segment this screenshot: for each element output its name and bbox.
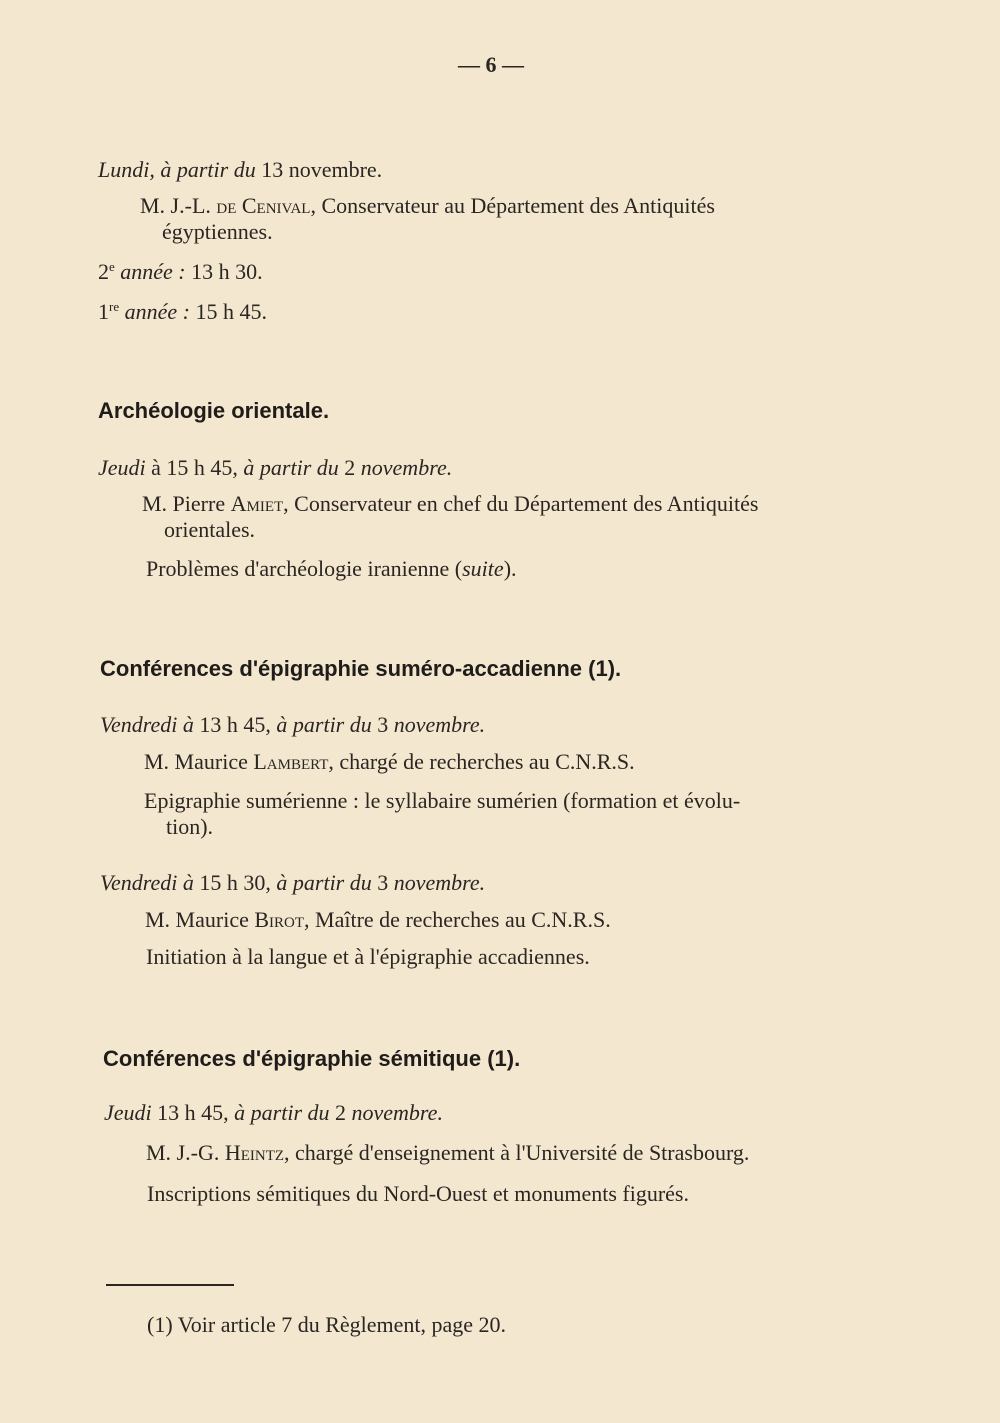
schedule-line: [98, 157, 382, 183]
page-number: — 6 —: [458, 52, 524, 77]
lecturer-title: M. Maurice: [144, 749, 248, 774]
lecturer-title: M. J.-G.: [146, 1140, 220, 1165]
topic-end: ).: [503, 556, 517, 581]
year-label: année :: [120, 259, 186, 284]
lecturer-line: [146, 1140, 749, 1166]
lecturer-line: [144, 749, 635, 775]
schedule-day: Jeudi: [98, 455, 146, 480]
schedule-month: novembre.: [351, 1100, 443, 1125]
lecturer-line: [142, 491, 758, 517]
schedule-month: novembre.: [393, 870, 486, 895]
schedule-date: 2: [344, 455, 356, 480]
lecturer-position: , Conservateur en chef du Département des Antiquités: [283, 491, 759, 516]
lecturer-line-cont: égyptiennes.: [162, 219, 273, 244]
schedule-tail: à partir du: [243, 455, 339, 480]
schedule-day: Jeudi: [104, 1100, 152, 1125]
footnote-separator: [106, 1284, 234, 1286]
lecturer-line: [145, 907, 611, 933]
lecturer-position: , chargé de recherches au C.N.R.S.: [328, 749, 635, 774]
schedule-tail: à partir du: [276, 870, 372, 895]
lecturer-name: Birot: [254, 907, 305, 932]
lecturer-title: M. J.-L.: [140, 193, 211, 218]
lecturer-name: Amiet: [230, 491, 284, 516]
lecturer-line-cont: orientales.: [164, 517, 256, 542]
footnote: (1) Voir article 7 du Règlement, page 20.: [147, 1312, 507, 1337]
schedule-time: 13 h 45,: [199, 712, 271, 737]
course-topic: Inscriptions sémitiques du Nord-Ouest et monuments figurés.: [147, 1181, 689, 1206]
schedule-date: 3: [377, 870, 389, 895]
year-num: 2: [98, 259, 109, 284]
section-heading: Conférences d'épigraphie suméro-accadienne (1).: [100, 656, 622, 681]
lecturer-position: , chargé d'enseignement à l'Université de Strasbourg.: [284, 1140, 750, 1165]
schedule-line: [104, 1100, 443, 1126]
schedule-tail: à partir du: [276, 712, 372, 737]
schedule-time: 13 h 45,: [157, 1100, 229, 1125]
lecturer-position: , Conservateur au Département des Antiquités: [310, 193, 715, 218]
year-2-line: [98, 259, 263, 285]
course-topic: Initiation à la langue et à l'épigraphie accadiennes.: [146, 944, 590, 969]
year-sup: re: [109, 299, 120, 314]
lecturer-title: M. Pierre: [142, 491, 226, 516]
schedule-date: 3: [377, 712, 389, 737]
schedule-time: 15 h 30,: [199, 870, 271, 895]
lecturer-name: Lambert: [253, 749, 329, 774]
section-heading: Archéologie orientale.: [98, 398, 330, 423]
year-sup: e: [109, 259, 115, 274]
section-heading: Conférences d'épigraphie sémitique (1).: [103, 1046, 521, 1071]
lecturer-line: [140, 193, 715, 219]
schedule-time: à 15 h 45,: [151, 455, 238, 480]
year-label: année :: [124, 299, 190, 324]
schedule-date: 13 novembre.: [261, 157, 383, 182]
schedule-day: Lundi, à partir du: [98, 157, 256, 182]
schedule-day: Vendredi à: [100, 712, 194, 737]
schedule-tail: à partir du: [234, 1100, 330, 1125]
topic-italic: suite: [462, 556, 504, 581]
year-num: 1: [98, 299, 109, 324]
topic-text: Problèmes d'archéologie iranienne (: [146, 556, 463, 581]
lecturer-name: de Cenival: [216, 193, 311, 218]
lecturer-position: , Maître de recherches au C.N.R.S.: [304, 907, 611, 932]
lecturer-title: M. Maurice: [145, 907, 249, 932]
schedule-date: 2: [335, 1100, 347, 1125]
schedule-day: Vendredi à: [100, 870, 194, 895]
course-topic: [146, 556, 517, 582]
lecturer-name: Heintz: [224, 1140, 285, 1165]
year-time: 15 h 45.: [195, 299, 267, 324]
schedule-month: novembre.: [393, 712, 486, 737]
schedule-month: novembre.: [360, 455, 453, 480]
year-time: 13 h 30.: [191, 259, 263, 284]
year-1-line: [98, 299, 267, 325]
schedule-line: [100, 870, 485, 896]
course-topic-cont: tion).: [166, 814, 214, 839]
course-topic: Epigraphie sumérienne : le syllabaire sumérien (formation et évolu-: [144, 788, 741, 813]
schedule-line: [98, 455, 452, 481]
schedule-line: [100, 712, 485, 738]
